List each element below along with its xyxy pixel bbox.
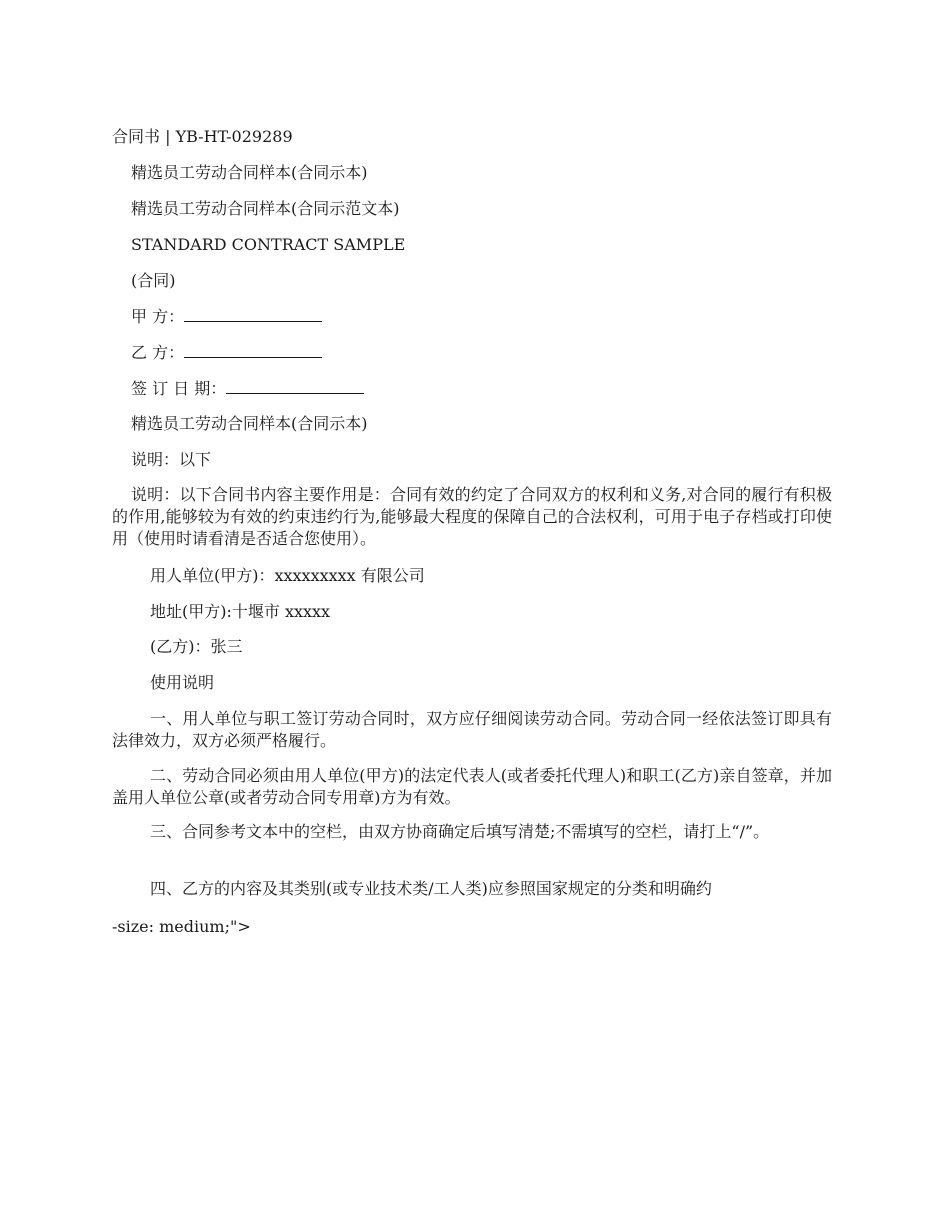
sign-date-blank xyxy=(226,379,364,394)
note-paragraph: 说明：以下合同书内容主要作用是：合同有效的约定了合同双方的权利和义务,对合同的履行有积极的作用,能够较为有效的约束违约行为,能够最大程度的保障自己的合法权利，可用于电子存档或打印使用（使用时请看清是否适合您使用）。 xyxy=(112,485,832,548)
sign-date-row xyxy=(131,378,364,400)
party-b-blank xyxy=(184,343,322,358)
party-b-row xyxy=(131,342,322,364)
address-line: 地址(甲方):十堰市 xxxxx xyxy=(150,602,331,621)
usage-item-4: 四、乙方的内容及其类别(或专业技术类/工人类)应参照国家规定的分类和明确约 xyxy=(150,879,712,898)
cover-subtitle: (合同) xyxy=(131,271,176,290)
cover-english-title: STANDARD CONTRACT SAMPLE xyxy=(131,235,406,254)
trailing-fragment: -size: medium;"> xyxy=(112,917,251,936)
usage-item-1: 一、用人单位与职工签订劳动合同时，双方应仔细阅读劳动合同。劳动合同一经依法签订即具有法律效力，双方必须严格履行。 xyxy=(112,709,832,750)
party-b-line: (乙方)：张三 xyxy=(150,637,243,656)
party-a-row xyxy=(131,306,322,328)
document-header: 合同书 | YB-HT-029289 xyxy=(112,127,293,146)
usage-item-2: 二、劳动合同必须由用人单位(甲方)的法定代表人(或者委托代理人)和职工(乙方)亲自签章，并加盖用人单位公章(或者劳动合同专用章)方为有效。 xyxy=(112,766,832,807)
sign-date-label: 签 订 日 期： xyxy=(131,379,227,398)
body-title: 精选员工劳动合同样本(合同示本) xyxy=(131,414,368,433)
cover-title: 精选员工劳动合同样本(合同示本) xyxy=(131,163,368,182)
party-a-blank xyxy=(184,307,322,322)
usage-heading: 使用说明 xyxy=(150,673,215,692)
cover-title-alt: 精选员工劳动合同样本(合同示范文本) xyxy=(131,199,400,218)
party-a-label: 甲 方： xyxy=(131,307,185,326)
usage-item-3: 三、合同参考文本中的空栏，由双方协商确定后填写清楚;不需填写的空栏，请打上“/”。 xyxy=(150,822,770,841)
note-short: 说明：以下 xyxy=(131,450,212,469)
party-b-label: 乙 方： xyxy=(131,343,185,362)
employer-line: 用人单位(甲方)：xxxxxxxxx 有限公司 xyxy=(150,566,425,585)
